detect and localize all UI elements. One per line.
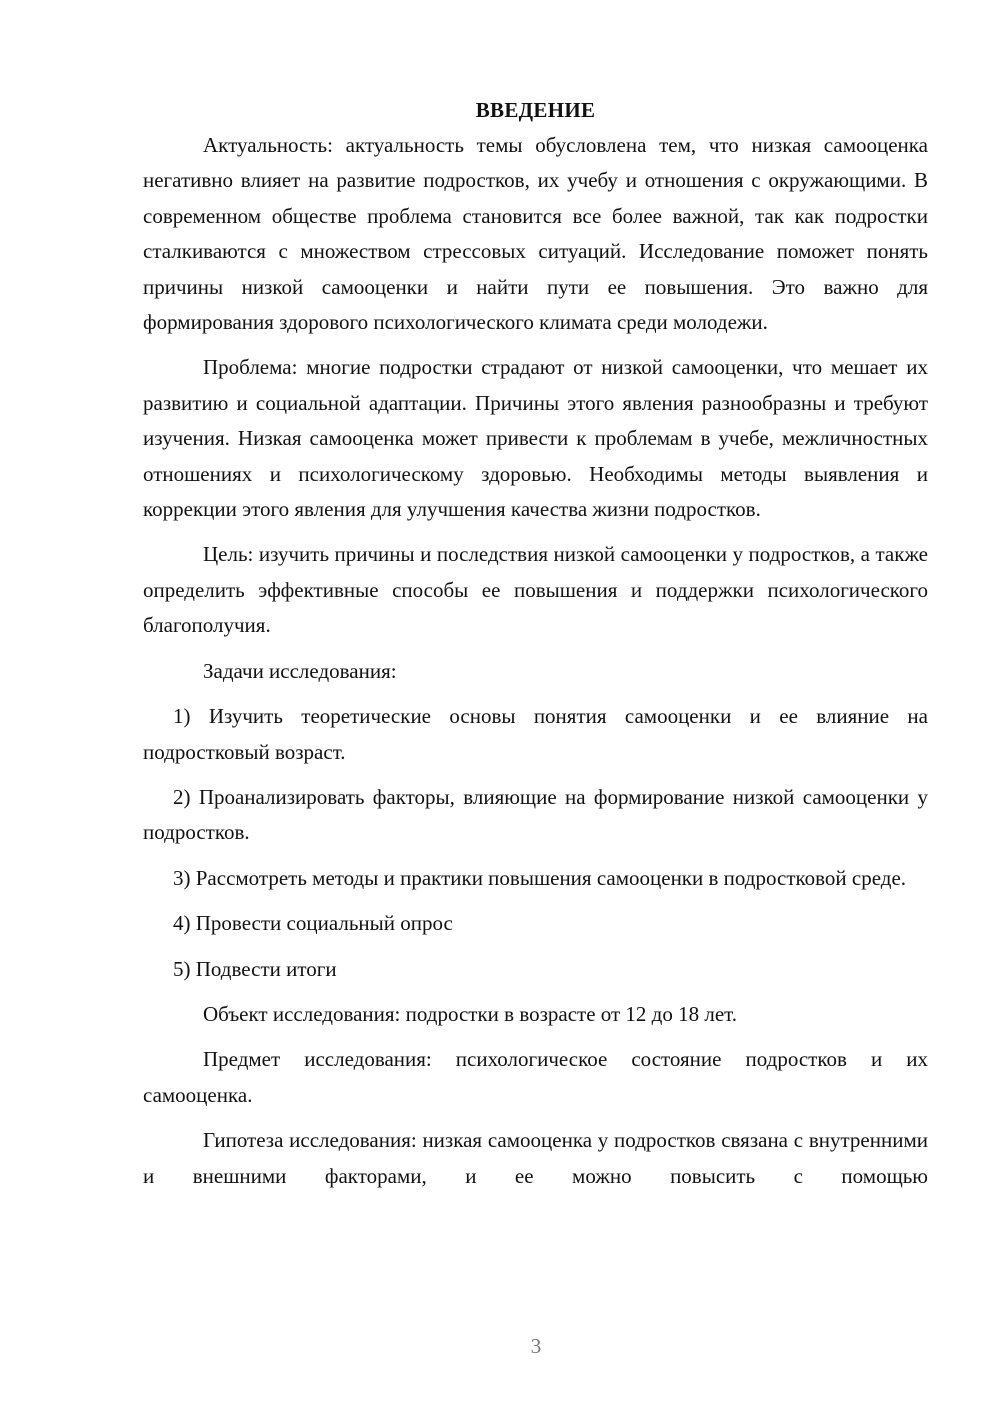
paragraph-spacer <box>143 689 928 699</box>
page-number: 3 <box>530 1334 542 1358</box>
tasks-heading: Задачи исследования: <box>203 658 397 683</box>
goal-paragraph: Цель: изучить причины и последствия низкой самооценки у подростков, а также определить эффективные способы ее повышения и поддержки психологического благополучия. <box>143 542 928 638</box>
task-item-2: 2) Проанализировать факторы, влияющие на формирование низкой самооценки у подростков. <box>143 784 928 845</box>
paragraph-spacer <box>143 770 928 780</box>
paragraph-spacer <box>143 340 928 350</box>
object-paragraph: Объект исследования: подростки в возрасте от 12 до 18 лет. <box>203 1001 738 1026</box>
task-item-4: 4) Провести социальный опрос <box>173 911 453 936</box>
task-item-3: 3) Рассмотреть методы и практики повышения самооценки в подростковой среде. <box>173 865 907 890</box>
paragraph-spacer <box>143 527 928 537</box>
problem-paragraph: Проблема: многие подростки страдают от низкой самооценки, что мешает их развитию и социальной адаптации. Причины этого явления разнообразны и требуют изучения. Низкая самооценка может привести к проблемам в учебе, межличностных отношениях и психологическому здоровью. Необходимы методы выявления и коррекции этого явления для улучшения качества жизни подростков. <box>143 355 928 522</box>
section-title: ВВЕДЕНИЕ <box>475 98 596 122</box>
paragraph-spacer <box>143 942 928 952</box>
relevance-paragraph: Актуальность: актуальность темы обусловлена тем, что низкая самооценка негативно влияет на развитие подростков, их учебу и отношения с окружающими. В современном обществе проблема становится все более важной, так как подростки сталкиваются с множеством стрессовых ситуаций. Исследование поможет понять причины низкой самооценки и найти пути ее повышения. Это важно для формирования здорового психологического климата среди молодежи. <box>143 133 928 335</box>
subject-paragraph: Предмет исследования: психологическое состояние подростков и их самооценка. <box>143 1047 928 1107</box>
paragraph-spacer <box>143 987 928 997</box>
page-content <box>143 92 928 1194</box>
paragraph-spacer <box>143 851 928 861</box>
paragraph-spacer <box>143 1032 928 1042</box>
task-item-1: 1) Изучить теоретические основы понятия самооценки и ее влияние на подростковый возраст. <box>143 704 928 764</box>
hypothesis-paragraph: Гипотеза исследования: низкая самооценка у подростков связана с внутренними и внешними факторами, и ее можно повысить с помощью <box>143 1128 928 1188</box>
paragraph-spacer <box>143 896 928 906</box>
paragraph-spacer <box>143 1113 928 1123</box>
task-item-5: 5) Подвести итоги <box>173 956 337 981</box>
paragraph-spacer <box>143 644 928 654</box>
